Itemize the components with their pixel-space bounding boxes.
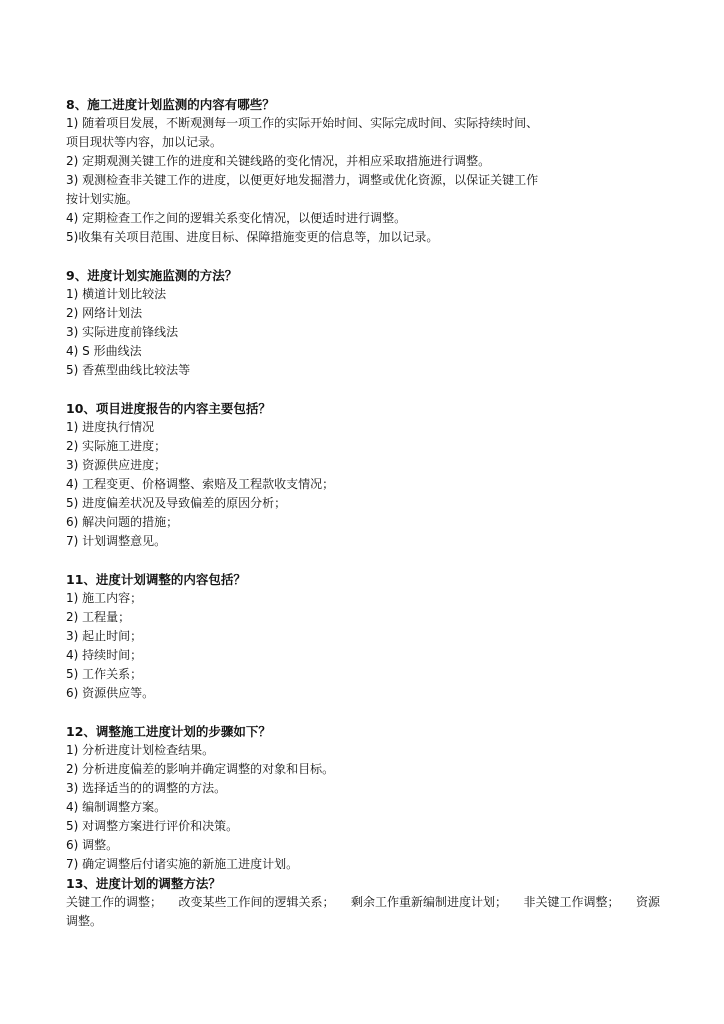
list-item: 2) 网络计划法 <box>66 306 143 320</box>
justified-line <box>66 893 660 912</box>
method-item: 改变某些工作间的逻辑关系； <box>178 895 335 909</box>
section-12 <box>66 722 660 874</box>
text-line: 3) 观测检查非关键工作的进度，以便更好地发掘潜力，调整或优化资源，以保证关键工作 <box>66 173 539 187</box>
list-item: 5) 工作关系； <box>66 667 143 681</box>
list-item: 4) S 形曲线法 <box>66 344 142 358</box>
list-item: 3) 选择适当的的调整的方法。 <box>66 781 227 795</box>
list-item: 6) 调整。 <box>66 838 119 852</box>
method-item: 关键工作的调整； <box>66 895 163 909</box>
list-item: 7) 确定调整后付诸实施的新施工进度计划。 <box>66 857 299 871</box>
section-13 <box>66 874 660 931</box>
section-heading: 9、进度计划实施监测的方法？ <box>66 268 238 283</box>
list-item: 1) 施工内容； <box>66 591 143 605</box>
list-item: 2) 分析进度偏差的影响并确定调整的对象和目标。 <box>66 762 335 776</box>
section-9 <box>66 266 660 380</box>
list-item: 4) 持续时间； <box>66 648 143 662</box>
section-heading: 11、进度计划调整的内容包括？ <box>66 572 246 587</box>
list-item: 3) 资源供应进度； <box>66 458 167 472</box>
section-8 <box>66 95 660 247</box>
list-item: 1) 横道计划比较法 <box>66 287 167 301</box>
text-line: 按计划实施。 <box>66 192 139 206</box>
section-heading: 8、施工进度计划监测的内容有哪些？ <box>66 97 275 112</box>
section-heading: 12、调整施工进度计划的步骤如下？ <box>66 724 271 739</box>
method-item: 非关键工作调整； <box>523 895 620 909</box>
text-line: 1) 随着项目发展，不断观测每一项工作的实际开始时间、实际完成时间、实际持续时间、 <box>66 116 539 130</box>
document-content <box>66 95 660 931</box>
list-item: 4) 工程变更、价格调整、索赔及工程款收支情况； <box>66 477 335 491</box>
list-item: 5) 对调整方案进行评价和决策。 <box>66 819 239 833</box>
list-item: 1) 进度执行情况 <box>66 420 155 434</box>
section-heading: 13、进度计划的调整方法？ <box>66 876 221 891</box>
method-item: 剩余工作重新编制进度计划； <box>350 895 507 909</box>
text-line: 5)收集有关项目范围、进度目标、保障措施变更的信息等，加以记录。 <box>66 230 439 244</box>
list-item: 5) 香蕉型曲线比较法等 <box>66 363 191 377</box>
text-line: 调整。 <box>66 914 103 928</box>
list-item: 1) 分析进度计划检查结果。 <box>66 743 215 757</box>
text-line: 项目现状等内容，加以记录。 <box>66 135 223 149</box>
list-item: 3) 起止时间； <box>66 629 143 643</box>
list-item: 2) 工程量； <box>66 610 131 624</box>
section-10 <box>66 399 660 551</box>
list-item: 6) 资源供应等。 <box>66 686 155 700</box>
list-item: 4) 编制调整方案。 <box>66 800 167 814</box>
list-item: 2) 实际施工进度； <box>66 439 167 453</box>
list-item: 7) 计划调整意见。 <box>66 534 167 548</box>
list-item: 5) 进度偏差状况及导致偏差的原因分析； <box>66 496 287 510</box>
section-11 <box>66 570 660 703</box>
list-item: 3) 实际进度前锋线法 <box>66 325 179 339</box>
section-heading: 10、项目进度报告的内容主要包括？ <box>66 401 271 416</box>
list-item: 6) 解决问题的措施； <box>66 515 179 529</box>
method-item: 资源 <box>635 895 660 909</box>
text-line: 2) 定期观测关键工作的进度和关键线路的变化情况，并相应采取措施进行调整。 <box>66 154 491 168</box>
text-line: 4) 定期检查工作之间的逻辑关系变化情况，以便适时进行调整。 <box>66 211 407 225</box>
